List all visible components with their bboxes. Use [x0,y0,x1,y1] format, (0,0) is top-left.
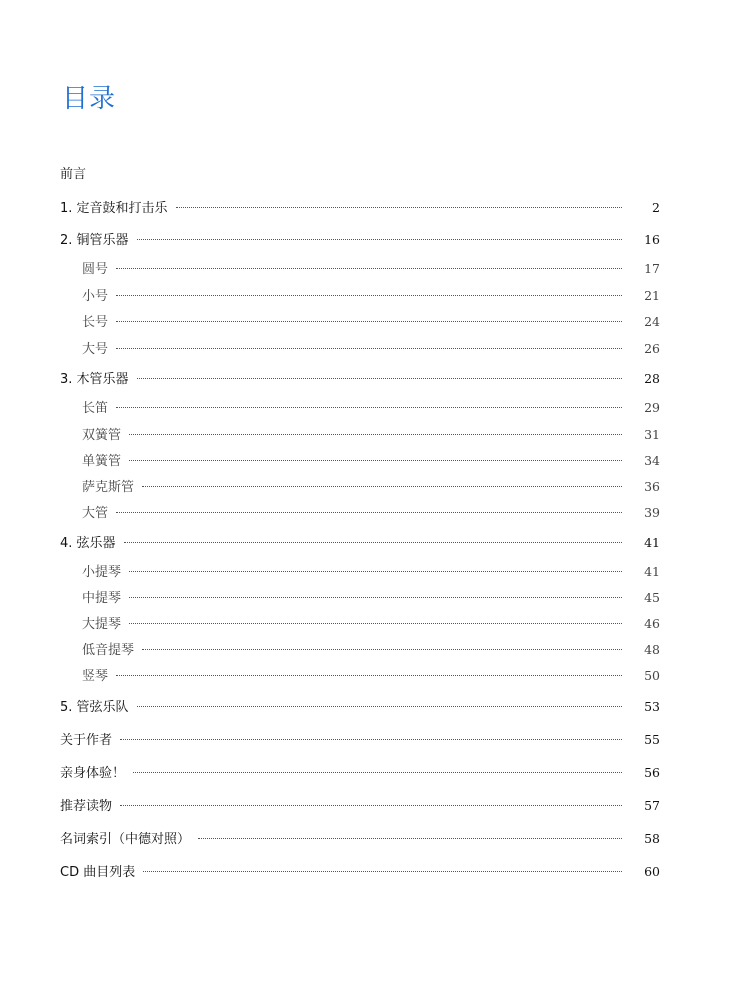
dot-leader [116,407,622,408]
toc-subentry[interactable] [82,285,660,305]
toc-page-number: 29 [644,400,660,415]
toc-subentry[interactable] [82,613,660,633]
toc-entry-label: 推荐读物 [60,799,113,814]
toc-subentry[interactable] [82,397,660,417]
toc-entry[interactable] [60,762,660,782]
toc-subentry[interactable] [82,258,660,278]
toc-page-number: 50 [644,668,660,683]
toc-entry-label: 单簧管 [82,454,122,469]
toc-entry[interactable] [60,368,660,388]
toc-entry-label: 中提琴 [82,591,122,606]
toc-entry-label: 5. 管弦乐队 [60,700,129,715]
toc-entry-label: 2. 铜管乐器 [60,233,129,248]
dot-leader [116,321,622,322]
toc-entry-label: 低音提琴 [82,643,135,658]
toc-entry-label: 小号 [82,289,109,304]
dot-leader [116,295,622,296]
toc-page-number: 34 [644,453,660,468]
dot-leader [129,460,622,461]
toc-page-number: 41 [644,564,660,579]
toc-entry-label: 名词索引（中德对照） [60,832,191,847]
toc-entry-label: 关于作者 [60,733,113,748]
toc-page-number: 17 [644,261,660,276]
dot-leader [137,706,622,707]
dot-leader [129,623,622,624]
toc-entry-label: 1. 定音鼓和打击乐 [60,201,168,216]
toc-subentry[interactable] [82,587,660,607]
toc-entry-label: 萨克斯管 [82,480,135,495]
dot-leader [120,805,622,806]
toc-page-number: 2 [652,200,660,215]
toc-entry[interactable] [60,828,660,848]
toc-entry-label: 竖琴 [82,669,109,684]
toc-page-number: 57 [644,798,660,813]
toc-page-number: 56 [644,765,660,780]
toc-entry-label: 长笛 [82,401,109,416]
dot-leader [143,871,622,872]
dot-leader [120,739,622,740]
dot-leader [116,512,622,513]
toc-entry-label: 双簧管 [82,428,122,443]
toc-page-number: 24 [644,314,660,329]
dot-leader [198,838,622,839]
toc-page-number: 28 [644,371,660,386]
dot-leader [129,434,622,435]
dot-leader [129,597,622,598]
toc-page-number: 16 [644,232,660,247]
toc-page-number: 39 [644,505,660,520]
dot-leader [137,378,622,379]
toc-entry-label: 前言 [60,167,87,182]
toc-entry[interactable] [60,795,660,815]
toc-entry-label: 3. 木管乐器 [60,372,129,387]
toc-entry[interactable] [60,532,660,552]
dot-leader [142,649,622,650]
toc-subentry[interactable] [82,665,660,685]
toc-subentry[interactable] [82,639,660,659]
toc-entry[interactable] [60,197,660,217]
toc-subentry[interactable] [82,450,660,470]
toc-entry[interactable] [60,229,660,249]
toc-entry[interactable] [60,861,660,881]
toc-page-number: 21 [644,288,660,303]
toc-entry[interactable] [60,729,660,749]
toc-page-number: 31 [644,427,660,442]
toc-entry[interactable] [60,696,660,716]
toc-entry-label: CD 曲目列表 [60,865,136,880]
toc-page-number: 41 [644,535,660,550]
toc-entry-label: 长号 [82,315,109,330]
dot-leader [133,772,622,773]
dot-leader [142,486,622,487]
dot-leader [129,571,622,572]
toc-entry-label: 大提琴 [82,617,122,632]
toc-subentry[interactable] [82,502,660,522]
toc-page-number: 45 [644,590,660,605]
toc-entry-label: 圆号 [82,262,109,277]
toc-subentry[interactable] [82,561,660,581]
toc-page-number: 58 [644,831,660,846]
dot-leader [137,239,622,240]
dot-leader [116,348,622,349]
toc-page-number: 36 [644,479,660,494]
toc-entry-label: 大号 [82,342,109,357]
toc-subentry[interactable] [82,338,660,358]
dot-leader [116,675,622,676]
dot-leader [176,207,622,208]
dot-leader [116,268,622,269]
toc-page-number: 46 [644,616,660,631]
toc-entry-label: 大管 [82,506,109,521]
toc-page-number: 48 [644,642,660,657]
toc-entry-preface[interactable] [60,163,660,183]
toc-page-number: 60 [644,864,660,879]
toc-page-number: 26 [644,341,660,356]
toc-subentry[interactable] [82,476,660,496]
toc-entry-label: 4. 弦乐器 [60,536,116,551]
page-title: 目录 [62,84,117,114]
toc-subentry[interactable] [82,311,660,331]
dot-leader [124,542,622,543]
toc-subentry[interactable] [82,424,660,444]
toc-page-number: 53 [644,699,660,714]
toc-entry-label: 亲身体验！ [60,766,126,781]
toc-entry-label: 小提琴 [82,565,122,580]
toc-page-number: 55 [644,732,660,747]
